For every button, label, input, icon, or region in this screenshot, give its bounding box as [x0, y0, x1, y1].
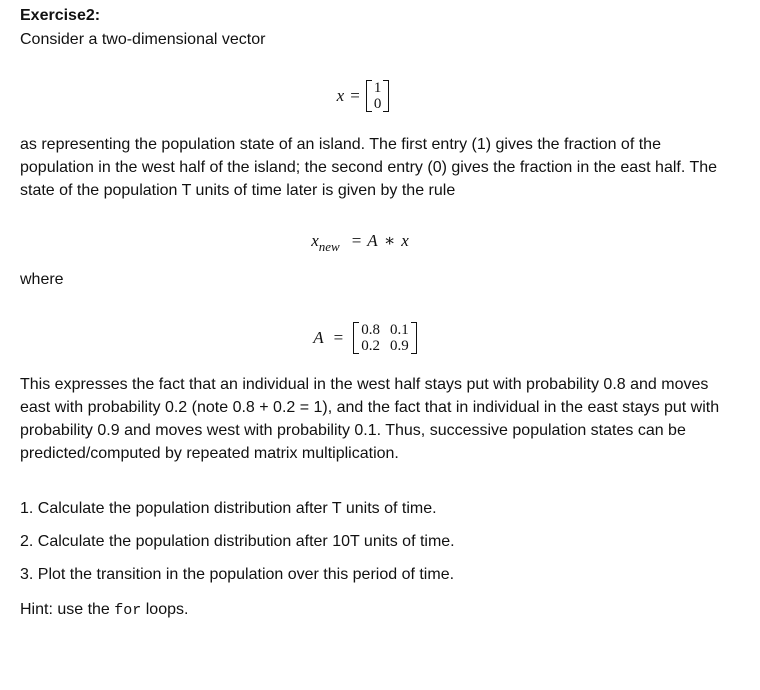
multiply-sign: ∗ [383, 231, 396, 250]
vector-x-symbol: x [401, 231, 409, 250]
vector-equation [20, 76, 740, 116]
vector-x-matrix [366, 80, 390, 112]
where-text: where [20, 271, 64, 288]
xnew-symbol: $x_{new}$ [311, 231, 340, 254]
matrix-entry: 0.9 [389, 338, 409, 354]
task-item: 2. Calculate the population distribution after 10T units of time. [20, 533, 455, 550]
update-equation [20, 226, 740, 256]
equals-sign: = [350, 86, 360, 105]
matrix-a-symbol: A [313, 328, 324, 347]
matrix-entry: 0.2 [361, 338, 380, 354]
vector-entry: 1 [373, 80, 382, 96]
intro-text: Consider a two-dimensional vector [20, 31, 266, 48]
matrix-entry: 0.1 [389, 322, 409, 338]
equals-sign: = [351, 231, 362, 250]
equals-sign: = [333, 328, 344, 347]
exercise-title: Exercise2: [20, 7, 101, 24]
matrix-entry: 0.8 [361, 322, 380, 338]
matrix-equation [20, 316, 740, 360]
vector-x-symbol: x [336, 86, 345, 105]
code-for: for [114, 602, 142, 619]
document [20, 6, 740, 619]
paragraph-population-state: as representing the population state of an island. The first entry (1) gives the fraction of the population in the west half of the island; the second entry (0) gives the fraction in the east half. The state of the population T units of time later is given by the rule [20, 136, 718, 199]
task-item: 1. Calculate the population distribution after T units of time. [20, 500, 437, 517]
vector-entry: 0 [373, 96, 382, 112]
matrix-a-symbol: A [367, 231, 378, 250]
paragraph-probabilities: This expresses the fact that an individual in the west half stays put with probability 0.8 and moves east with probability 0.2 (note 0.8 + 0.2 = 1), and the fact that in individual in the east stays put with probability 0.9 and moves west with probability 0.1. Thus, successive population states can be predicted/computed by repeated matrix multiplication. [20, 376, 720, 462]
task-item: 3. Plot the transition in the population over this period of time. [20, 566, 455, 583]
matrix-a [353, 322, 417, 354]
hint-text: Hint: use the for loops. [20, 601, 189, 619]
